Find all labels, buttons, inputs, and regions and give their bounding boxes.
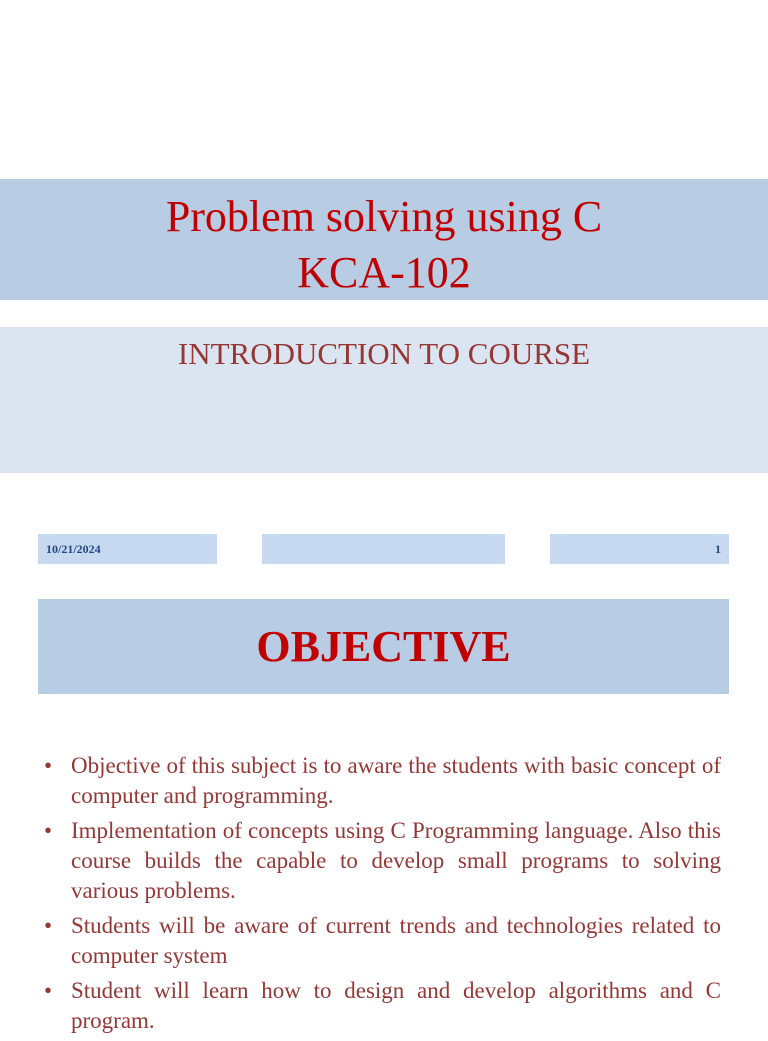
- footer-page-number: 1: [550, 534, 729, 564]
- bullet-text: Objective of this subject is to aware the students with basic concept of computer and programming.: [71, 753, 721, 808]
- list-item: [44, 816, 721, 906]
- list-item: [44, 751, 721, 811]
- objective-heading: OBJECTIVE: [256, 622, 511, 671]
- objective-heading-band: [38, 599, 729, 694]
- objective-bullet-list: [44, 751, 721, 1041]
- bullet-icon: •: [44, 978, 53, 1003]
- bullet-text: Students will be aware of current trends and technologies related to computer system: [71, 913, 721, 968]
- bullet-icon: •: [44, 753, 53, 778]
- slide-title-line-2: KCA-102: [297, 248, 471, 297]
- footer-date: 10/21/2024: [38, 534, 217, 564]
- bullet-text: Student will learn how to design and develop algorithms and C program.: [71, 978, 721, 1033]
- list-item: [44, 911, 721, 971]
- subtitle-band: [0, 327, 768, 473]
- bullet-text: Implementation of concepts using C Programming language. Also this course builds the capable to develop small programs to solving various problems.: [71, 818, 721, 903]
- slide-subtitle: INTRODUCTION TO COURSE: [177, 336, 591, 371]
- bullet-icon: •: [44, 818, 53, 843]
- title-band: [0, 179, 768, 300]
- slide-title-line-1: Problem solving using C: [165, 192, 603, 241]
- bullet-icon: •: [44, 913, 53, 938]
- list-item: [44, 976, 721, 1036]
- footer-center: [262, 534, 505, 564]
